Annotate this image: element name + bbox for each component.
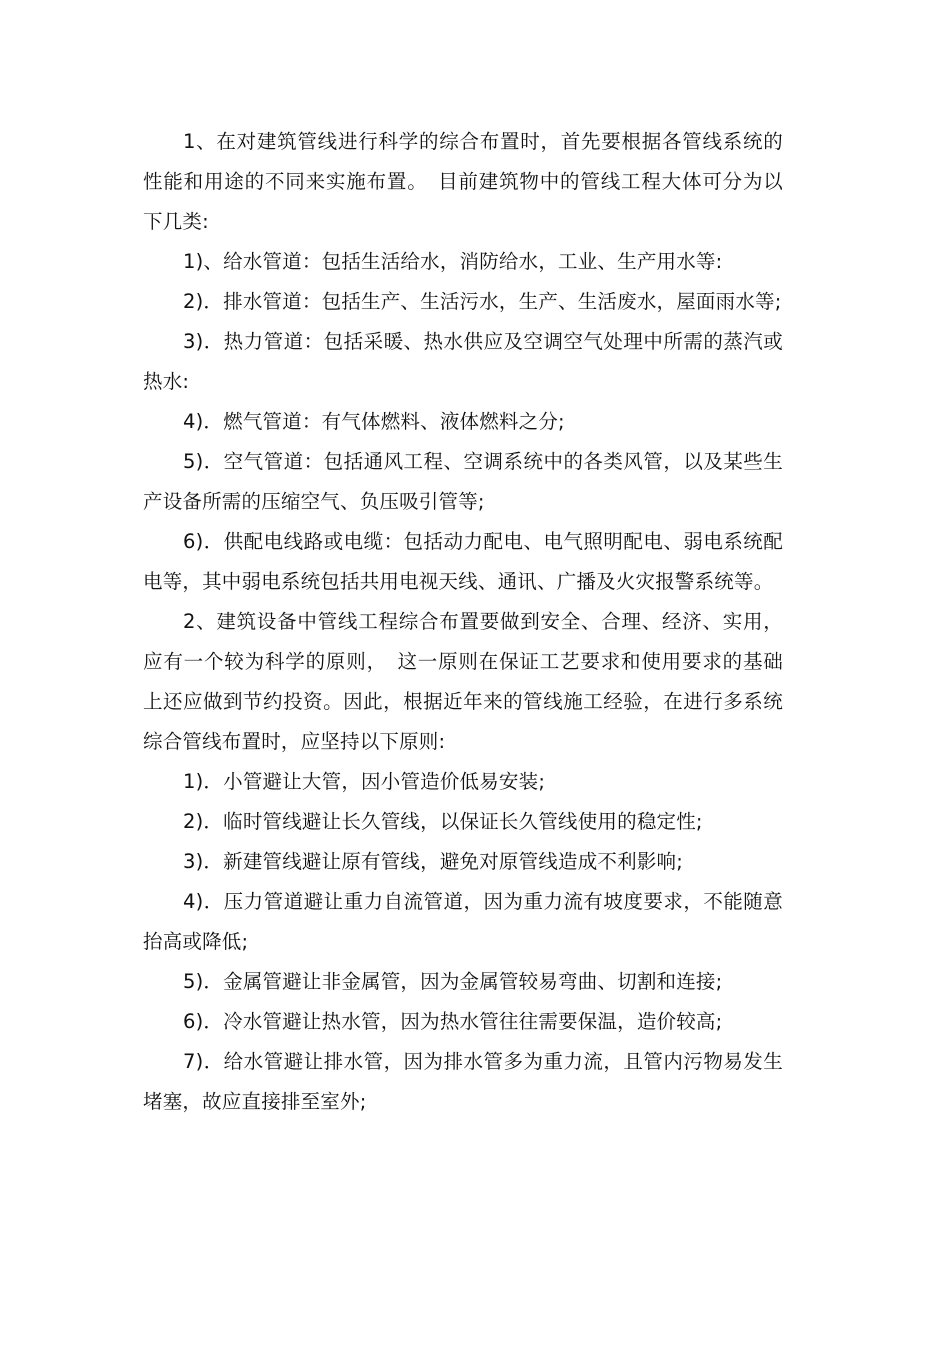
list-item-principle-2: 2)．临时管线避让长久管线，以保证长久管线使用的稳定性; xyxy=(183,810,703,833)
paragraph-intro-principles: 2、建筑设备中管线工程综合布置要做到安全、合理、经济、实用，应有一个较为科学的原则， 这一原则在保证工艺要求和使用要求的基础上还应做到节约投资。因此，根据近年来的管线施工经验，在进行多系统综合管线布置时，应坚持以下原则: xyxy=(143,610,783,753)
list-item-principle-3: 3)．新建管线避让原有管线，避免对原管线造成不利影响; xyxy=(183,850,683,873)
list-item-principle-1: 1)．小管避让大管，因小管造价低易安装; xyxy=(183,770,546,793)
list-item-air-duct: 5)．空气管道：包括通风工程、空调系统中的各类风管，以及某些生产设备所需的压缩空气、负压吸引管等; xyxy=(143,450,783,513)
list-item-principle-6: 6)．冷水管避让热水管，因为热水管往往需要保温，造价较高; xyxy=(183,1010,723,1033)
document-body xyxy=(143,122,783,1122)
list-item-power-cable: 6)．供配电线路或电缆：包括动力配电、电气照明配电、弱电系统配电等，其中弱电系统包括共用电视天线、通讯、广播及火灾报警系统等。 xyxy=(143,530,783,593)
list-item-principle-4: 4)．压力管道避让重力自流管道，因为重力流有坡度要求，不能随意抬高或降低; xyxy=(143,890,783,953)
list-item-drainage: 2)．排水管道：包括生产、生活污水，生产、生活废水，屋面雨水等; xyxy=(183,290,782,313)
list-item-principle-7: 7)．给水管避让排水管，因为排水管多为重力流，且管内污物易发生堵塞，故应直接排至室外; xyxy=(143,1050,783,1113)
list-item-principle-5: 5)．金属管避让非金属管，因为金属管较易弯曲、切割和连接; xyxy=(183,970,723,993)
list-item-heating: 3)．热力管道：包括采暖、热水供应及空调空气处理中所需的蒸汽或热水: xyxy=(143,330,783,393)
list-item-gas: 4)．燃气管道：有气体燃料、液体燃料之分; xyxy=(183,410,565,433)
paragraph-intro-categories: 1、在对建筑管线进行科学的综合布置时，首先要根据各管线系统的性能和用途的不同来实施布置。 目前建筑物中的管线工程大体可分为以下几类: xyxy=(143,130,783,233)
list-item-water-supply: 1)、给水管道：包括生活给水，消防给水，工业、生产用水等: xyxy=(183,250,723,273)
